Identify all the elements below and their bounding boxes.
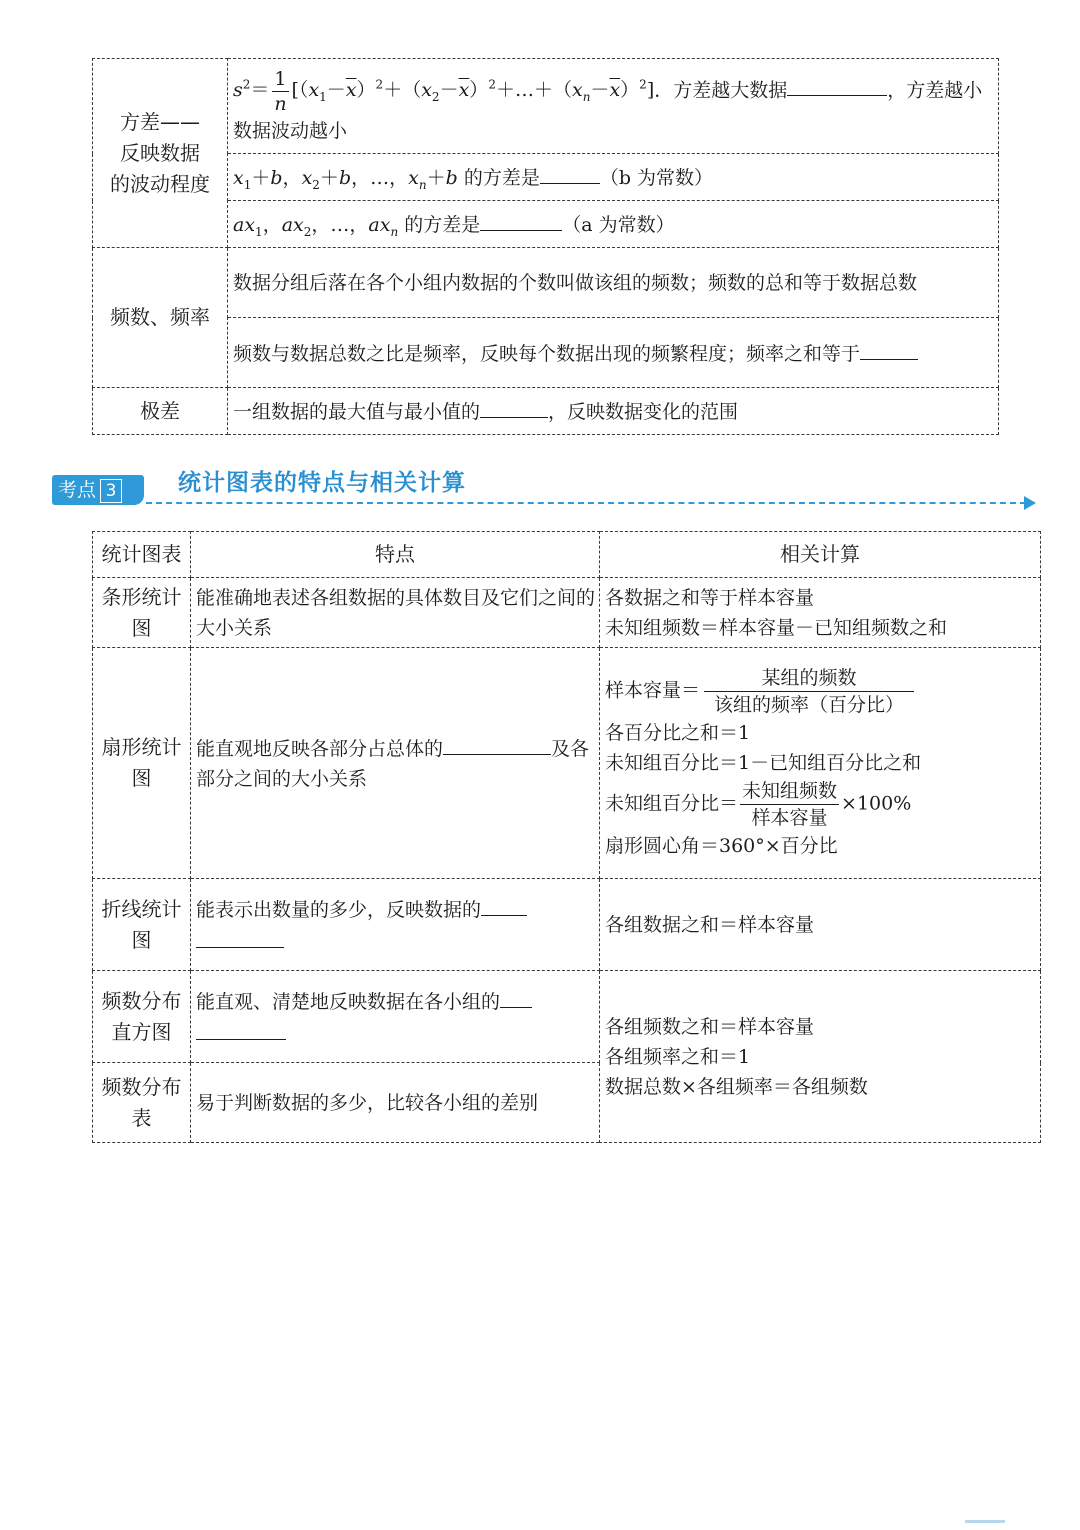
relative-frequency-cell [228, 318, 999, 388]
frequency-definition: 数据分组后落在各个小组内数据的个数叫做该组的频数；频数的总和等于数据总数 [228, 248, 999, 318]
header-calculations: 相关计算 [600, 532, 1041, 578]
bar-chart-label: 条形统计图 [93, 578, 191, 648]
variance-label-cell [93, 59, 228, 248]
blank-range [480, 395, 548, 418]
bar-calc-line1: 各数据之和等于样本容量 [605, 586, 815, 609]
histogram-label: 频数分布直方图 [93, 971, 191, 1063]
shift-lead: 的方差是 [463, 167, 540, 189]
shift-expression: $x_1+b$，$x_2+b$，…，$x_n+b$ [233, 167, 458, 192]
line-chart-label: 折线统计图 [93, 879, 191, 971]
variance-text-mid: ，方差越小数据波动 [233, 79, 983, 142]
unknown-percent-1: 未知组百分比＝1－已知组百分比之和 [605, 752, 922, 774]
histogram-feature [191, 971, 600, 1063]
histogram-feature-text: 能直观、清楚地反映数据在各小组的 [196, 990, 501, 1013]
relative-frequency-definition: 频数与数据总数之比是频率，反映每个数据出现的频繁程度；频率之和等于 [233, 342, 861, 365]
blank-histogram-b [196, 1017, 286, 1040]
scale-lead: 的方差是 [404, 214, 481, 236]
header-features: 特点 [191, 532, 600, 578]
blank-variance-large [787, 73, 887, 96]
scale-note: （a 为常数） [562, 214, 675, 236]
range-tail: ，反映数据变化的范围 [548, 401, 739, 423]
unknown-percent-tail: ×100% [841, 792, 912, 815]
pie-chart-feature [191, 648, 600, 879]
histogram-table-calc [600, 971, 1041, 1143]
sample-size-numerator: 某组的频数 [704, 665, 914, 692]
frequency-table-feature: 易于判断数据的多少，比较各小组的差别 [191, 1063, 600, 1143]
pie-feature-lead: 能直观地反映各部分占总体的 [196, 738, 444, 760]
variance-scale-cell [228, 201, 999, 248]
variance-label-line2: 反映数据 [120, 140, 200, 165]
variance-shift-cell [228, 154, 999, 201]
arrow-right-icon [1024, 496, 1036, 510]
variance-label-line1: 方差—— [120, 109, 200, 134]
variance-formula-cell [228, 59, 999, 154]
unknown-percent-numerator: 未知组频数 [740, 778, 839, 805]
variance-label-line3: 的波动程度 [110, 171, 210, 196]
blank-line-trend-a [481, 893, 527, 916]
line-chart-feature [191, 879, 600, 971]
variance-frequency-table [92, 58, 999, 435]
bar-calc-line2: 未知组频数＝样本容量－已知组频数之和 [605, 616, 948, 639]
variance-text-tail: 越小 [309, 119, 348, 142]
line-chart-calc: 各组数据之和＝样本容量 [600, 879, 1041, 971]
unknown-percent-lead: 未知组百分比＝ [605, 792, 739, 815]
sample-size-denominator: 该组的频率（百分比） [714, 694, 905, 716]
frequency-table-label: 频数分布表 [93, 1063, 191, 1143]
blank-line-trend-b [196, 925, 284, 948]
sample-size-lead: 样本容量＝ [605, 679, 701, 702]
percent-sum: 各百分比之和＝1 [605, 722, 751, 744]
section-badge-label: 考点 [58, 479, 97, 501]
blank-pie-proportion [443, 732, 551, 755]
variance-formula: $s^2=$ $\frac{1}{n}$ $[(x_1-\overline{x})^2+(x_2-\overline{x})^2+\dots+(x_n-\overline{x})^2]$ [233, 67, 655, 115]
range-definition-cell [228, 388, 999, 435]
range-lead: 一组数据的最大值与最小值的 [233, 401, 481, 423]
section-title: 统计图表的特点与相关计算 [178, 470, 466, 496]
line-feature-text: 能表示出数量的多少，反映数据的 [196, 898, 482, 921]
statistical-charts-table [92, 531, 1041, 1143]
shared-calc-3: 数据总数×各组频率＝各组频数 [605, 1075, 868, 1098]
shared-calc-2: 各组频率之和＝1 [605, 1045, 751, 1068]
sample-size-formula [605, 665, 1036, 718]
bar-chart-feature: 能准确地表述各组数据的具体数目及它们之间的大小关系 [191, 578, 600, 648]
page-number-mark [965, 1520, 1005, 1523]
section-badge [52, 475, 144, 505]
scale-expression: $ax_1$，$ax_2$，…，$ax_n$ [233, 214, 399, 239]
pie-chart-label: 扇形统计图 [93, 648, 191, 879]
blank-shift-variance [540, 161, 600, 184]
unknown-percent-2 [605, 778, 1036, 831]
variance-text-after: ．方差越大数据 [654, 79, 788, 101]
shared-calc-1: 各组频数之和＝样本容量 [605, 1015, 815, 1038]
blank-histogram-a [500, 985, 532, 1008]
blank-scale-variance [480, 208, 562, 231]
header-chart-type: 统计图表 [93, 532, 191, 578]
unknown-percent-denominator: 样本容量 [751, 807, 828, 829]
section-divider [146, 502, 1026, 504]
pie-feature-tail: 及各部分之间的大小关系 [196, 738, 590, 790]
shift-note: （b 为常数） [599, 167, 714, 189]
central-angle: 扇形圆心角＝360°×百分比 [605, 835, 838, 857]
pie-chart-calc [600, 648, 1041, 879]
range-label: 极差 [93, 388, 228, 435]
frequency-label: 频数、频率 [93, 248, 228, 388]
bar-chart-calc [600, 578, 1041, 648]
blank-frequency-sum [860, 337, 918, 360]
section-badge-number: 3 [100, 479, 122, 503]
